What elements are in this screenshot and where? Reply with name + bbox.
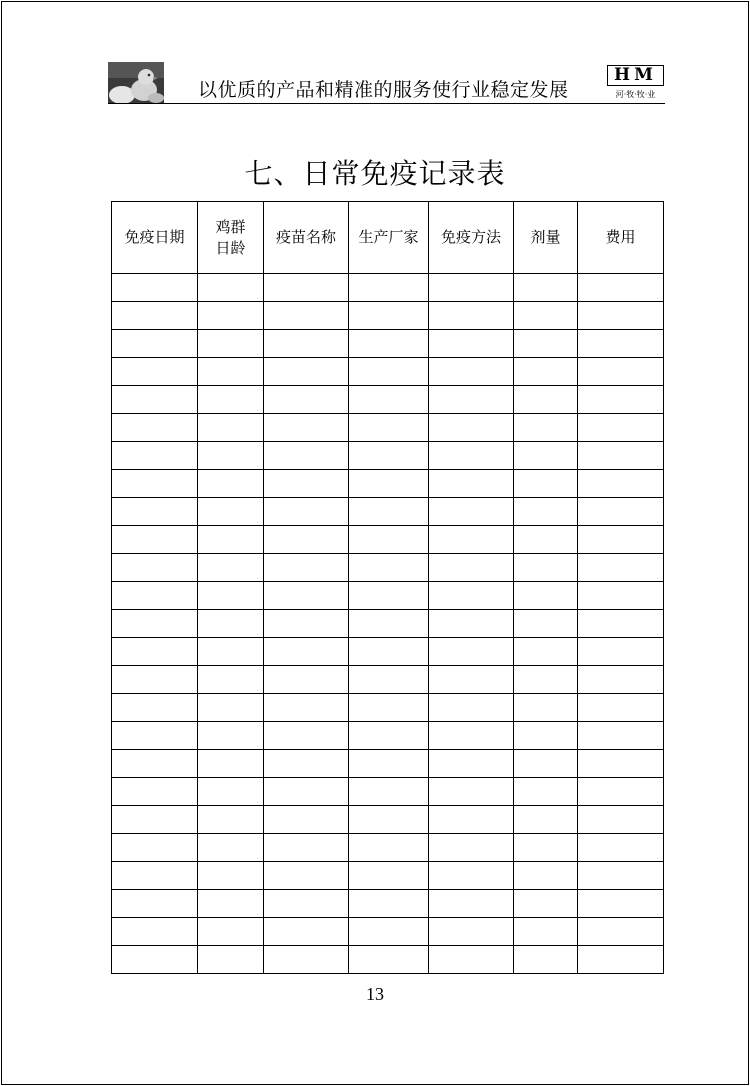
- table-cell: [514, 414, 578, 442]
- table-cell: [198, 890, 264, 918]
- table-cell: [264, 442, 349, 470]
- table-cell: [198, 330, 264, 358]
- table-row: [112, 722, 664, 750]
- table-cell: [429, 834, 514, 862]
- table-cell: [198, 666, 264, 694]
- table-cell: [349, 414, 429, 442]
- table-cell: [112, 554, 198, 582]
- header-slogan: 以优质的产品和精准的服务使行业稳定发展: [198, 79, 569, 101]
- table-cell: [514, 498, 578, 526]
- table-cell: [514, 442, 578, 470]
- table-cell: [198, 442, 264, 470]
- table-cell: [349, 918, 429, 946]
- table-cell: [198, 414, 264, 442]
- table-cell: [578, 946, 664, 974]
- table-cell: [264, 358, 349, 386]
- table-cell: [198, 582, 264, 610]
- table-cell: [578, 862, 664, 890]
- table-cell: [578, 834, 664, 862]
- table-cell: [349, 386, 429, 414]
- table-cell: [264, 750, 349, 778]
- table-row: [112, 330, 664, 358]
- table-row: [112, 414, 664, 442]
- table-cell: [112, 666, 198, 694]
- column-header-flock-age: 鸡群日龄: [198, 202, 264, 274]
- table-cell: [514, 750, 578, 778]
- table-cell: [429, 386, 514, 414]
- table-cell: [112, 582, 198, 610]
- table-cell: [264, 862, 349, 890]
- table-cell: [429, 442, 514, 470]
- table-cell: [514, 526, 578, 554]
- table-cell: [578, 722, 664, 750]
- table-cell: [514, 778, 578, 806]
- table-cell: [429, 918, 514, 946]
- table-cell: [264, 330, 349, 358]
- table-cell: [514, 470, 578, 498]
- table-cell: [349, 778, 429, 806]
- table-cell: [198, 274, 264, 302]
- table-cell: [349, 890, 429, 918]
- page-header: [108, 62, 665, 104]
- table-cell: [514, 722, 578, 750]
- table-cell: [578, 778, 664, 806]
- page-title: 七、日常免疫记录表: [244, 157, 506, 190]
- table-cell: [514, 666, 578, 694]
- table-row: [112, 358, 664, 386]
- table-cell: [112, 274, 198, 302]
- table-cell: [429, 302, 514, 330]
- table-cell: [112, 330, 198, 358]
- table-cell: [198, 498, 264, 526]
- table-cell: [198, 386, 264, 414]
- table-cell: [578, 890, 664, 918]
- table-cell: [198, 358, 264, 386]
- table-cell: [514, 302, 578, 330]
- chick-photo-icon: [108, 62, 164, 104]
- table-cell: [429, 946, 514, 974]
- table-cell: [112, 442, 198, 470]
- table-cell: [429, 778, 514, 806]
- table-cell: [578, 638, 664, 666]
- table-cell: [112, 806, 198, 834]
- table-cell: [514, 358, 578, 386]
- table-cell: [349, 834, 429, 862]
- table-row: [112, 554, 664, 582]
- table-cell: [198, 302, 264, 330]
- table-cell: [429, 750, 514, 778]
- table-row: [112, 806, 664, 834]
- logo-subtext: 河·牧·牧·业: [615, 90, 656, 99]
- table-row: [112, 302, 664, 330]
- table-row: [112, 442, 664, 470]
- column-header-dosage: 剂量: [514, 202, 578, 274]
- table-cell: [264, 302, 349, 330]
- table-cell: [112, 386, 198, 414]
- table-cell: [349, 526, 429, 554]
- table-cell: [578, 358, 664, 386]
- header-divider: [108, 103, 665, 104]
- table-cell: [198, 554, 264, 582]
- table-cell: [578, 554, 664, 582]
- table-row: [112, 862, 664, 890]
- table-cell: [349, 946, 429, 974]
- table-cell: [578, 302, 664, 330]
- table-cell: [112, 918, 198, 946]
- table-cell: [349, 862, 429, 890]
- column-header-cost: 费用: [578, 202, 664, 274]
- table-row: [112, 638, 664, 666]
- table-cell: [429, 358, 514, 386]
- table-cell: [429, 526, 514, 554]
- table-cell: [264, 890, 349, 918]
- table-cell: [198, 806, 264, 834]
- table-cell: [578, 806, 664, 834]
- table-cell: [198, 834, 264, 862]
- table-cell: [578, 498, 664, 526]
- table-cell: [578, 750, 664, 778]
- column-header-method: 免疫方法: [429, 202, 514, 274]
- table-cell: [198, 526, 264, 554]
- table-cell: [112, 526, 198, 554]
- table-cell: [429, 694, 514, 722]
- table-cell: [514, 694, 578, 722]
- table-cell: [264, 918, 349, 946]
- table-cell: [198, 918, 264, 946]
- logo-letters: HM: [607, 65, 664, 86]
- table-cell: [264, 834, 349, 862]
- table-cell: [112, 498, 198, 526]
- table-cell: [349, 330, 429, 358]
- page-number: 13: [366, 984, 384, 1004]
- company-logo: [607, 65, 664, 101]
- table-cell: [514, 274, 578, 302]
- table-cell: [198, 610, 264, 638]
- table-cell: [514, 918, 578, 946]
- table-cell: [112, 414, 198, 442]
- table-row: [112, 778, 664, 806]
- table-body: [112, 274, 664, 974]
- table-cell: [429, 610, 514, 638]
- table-cell: [578, 694, 664, 722]
- table-cell: [264, 694, 349, 722]
- table-cell: [349, 610, 429, 638]
- table-cell: [112, 834, 198, 862]
- table-cell: [514, 834, 578, 862]
- table-cell: [198, 722, 264, 750]
- table-cell: [198, 862, 264, 890]
- table-cell: [578, 526, 664, 554]
- table-cell: [514, 862, 578, 890]
- table-cell: [514, 582, 578, 610]
- table-cell: [429, 274, 514, 302]
- table-cell: [349, 498, 429, 526]
- table-cell: [429, 470, 514, 498]
- table-row: [112, 890, 664, 918]
- table-row: [112, 666, 664, 694]
- table-cell: [349, 750, 429, 778]
- table-cell: [112, 946, 198, 974]
- table-cell: [349, 694, 429, 722]
- table-cell: [198, 470, 264, 498]
- table-cell: [578, 666, 664, 694]
- table-row: [112, 582, 664, 610]
- table-row: [112, 694, 664, 722]
- table-cell: [198, 778, 264, 806]
- table-cell: [264, 582, 349, 610]
- table-cell: [514, 806, 578, 834]
- table-cell: [264, 778, 349, 806]
- immunization-record-table: [111, 201, 664, 974]
- table-row: [112, 470, 664, 498]
- table-cell: [578, 918, 664, 946]
- table-cell: [429, 722, 514, 750]
- table-cell: [264, 666, 349, 694]
- table-cell: [349, 442, 429, 470]
- table-row: [112, 834, 664, 862]
- table-cell: [112, 694, 198, 722]
- table-cell: [514, 610, 578, 638]
- table-cell: [112, 750, 198, 778]
- table-cell: [514, 554, 578, 582]
- table-row: [112, 274, 664, 302]
- table-row: [112, 386, 664, 414]
- table-row: [112, 498, 664, 526]
- table-cell: [349, 806, 429, 834]
- table-cell: [578, 470, 664, 498]
- table-cell: [514, 890, 578, 918]
- table-cell: [349, 358, 429, 386]
- table-cell: [198, 750, 264, 778]
- table-cell: [264, 414, 349, 442]
- table-cell: [429, 498, 514, 526]
- table-cell: [112, 862, 198, 890]
- table-cell: [514, 386, 578, 414]
- table-cell: [112, 722, 198, 750]
- table-cell: [429, 666, 514, 694]
- table-cell: [349, 554, 429, 582]
- table-cell: [429, 582, 514, 610]
- table-cell: [264, 722, 349, 750]
- table-cell: [112, 610, 198, 638]
- table-cell: [578, 610, 664, 638]
- table-cell: [264, 610, 349, 638]
- table-cell: [349, 666, 429, 694]
- table-cell: [264, 638, 349, 666]
- table-cell: [112, 778, 198, 806]
- table-row: [112, 526, 664, 554]
- table-cell: [349, 274, 429, 302]
- table-cell: [198, 694, 264, 722]
- table-cell: [264, 274, 349, 302]
- table-cell: [429, 554, 514, 582]
- table-cell: [264, 806, 349, 834]
- table-cell: [112, 470, 198, 498]
- table-cell: [349, 722, 429, 750]
- table-cell: [349, 638, 429, 666]
- table-cell: [349, 470, 429, 498]
- table-cell: [198, 946, 264, 974]
- table-cell: [429, 890, 514, 918]
- table-cell: [198, 638, 264, 666]
- table-cell: [429, 330, 514, 358]
- table-cell: [112, 638, 198, 666]
- table-cell: [514, 330, 578, 358]
- table-row: [112, 750, 664, 778]
- table-cell: [429, 862, 514, 890]
- table-cell: [578, 386, 664, 414]
- table-row: [112, 918, 664, 946]
- table-cell: [349, 302, 429, 330]
- table-cell: [264, 470, 349, 498]
- table-cell: [514, 638, 578, 666]
- table-cell: [349, 582, 429, 610]
- table-cell: [264, 526, 349, 554]
- column-header-manufacturer: 生产厂家: [349, 202, 429, 274]
- table-cell: [429, 638, 514, 666]
- table-cell: [578, 442, 664, 470]
- table-cell: [264, 946, 349, 974]
- table-row: [112, 946, 664, 974]
- table-cell: [578, 414, 664, 442]
- column-header-date: 免疫日期: [112, 202, 198, 274]
- table-cell: [578, 582, 664, 610]
- table-cell: [264, 554, 349, 582]
- table-cell: [112, 358, 198, 386]
- table-cell: [264, 498, 349, 526]
- table-cell: [264, 386, 349, 414]
- table-cell: [112, 302, 198, 330]
- table-cell: [112, 890, 198, 918]
- table-cell: [429, 806, 514, 834]
- table-row: [112, 610, 664, 638]
- table-cell: [429, 414, 514, 442]
- table-cell: [578, 330, 664, 358]
- column-header-vaccine-name: 疫苗名称: [264, 202, 349, 274]
- table-cell: [514, 946, 578, 974]
- table-cell: [578, 274, 664, 302]
- table-header-row: [112, 202, 664, 274]
